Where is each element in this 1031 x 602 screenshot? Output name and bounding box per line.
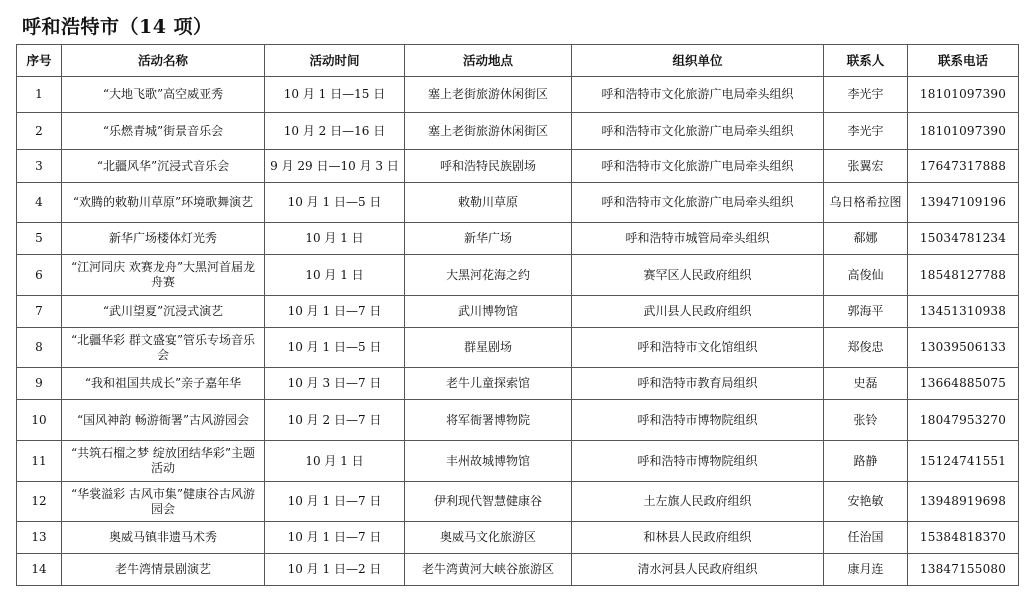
table-row [17,400,1019,441]
header-time: 活动时间 [265,45,405,77]
activity-place: 奥威马文化旅游区 [405,522,572,554]
header-row [17,45,1019,77]
contact-person: 路静 [824,441,908,482]
activity-place: 新华广场 [405,223,572,255]
header-contact: 联系人 [824,45,908,77]
table-row [17,223,1019,255]
table-row [17,368,1019,400]
activity-name: 新华广场楼体灯光秀 [62,223,265,255]
table-row [17,77,1019,113]
activity-time: 10 月 1 日—5 日 [265,328,405,368]
contact-person: 李光宇 [824,77,908,113]
row-number: 6 [17,255,62,296]
header-name: 活动名称 [62,45,265,77]
activity-time: 10 月 1 日—5 日 [265,183,405,223]
contact-phone: 18101097390 [908,113,1019,150]
activity-time: 10 月 1 日 [265,441,405,482]
organizer: 呼和浩特市文化旅游广电局牵头组织 [572,113,824,150]
activity-name: “国风神韵 畅游衙署”古风游园会 [62,400,265,441]
activity-place: 塞上老街旅游休闲街区 [405,113,572,150]
contact-person: 郗娜 [824,223,908,255]
activity-name: “大地飞歌”高空威亚秀 [62,77,265,113]
activity-time: 10 月 1 日—15 日 [265,77,405,113]
contact-person: 郭海平 [824,296,908,328]
contact-phone: 18047953270 [908,400,1019,441]
header-phone: 联系电话 [908,45,1019,77]
organizer: 呼和浩特市博物院组织 [572,441,824,482]
contact-phone: 13948919698 [908,482,1019,522]
organizer: 呼和浩特市文化旅游广电局牵头组织 [572,150,824,183]
activity-place: 呼和浩特民族剧场 [405,150,572,183]
activity-name: 老牛湾情景剧演艺 [62,554,265,586]
contact-phone: 15034781234 [908,223,1019,255]
activity-time: 10 月 1 日—7 日 [265,296,405,328]
activity-place: 丰州故城博物馆 [405,441,572,482]
row-number: 4 [17,183,62,223]
contact-phone: 15384818370 [908,522,1019,554]
activity-time: 9 月 29 日—10 月 3 日 [265,150,405,183]
activity-table [16,44,1019,586]
table-row [17,255,1019,296]
activity-name: “欢腾的敕勒川草原”环境歌舞演艺 [62,183,265,223]
row-number: 14 [17,554,62,586]
activity-place: 老牛湾黄河大峡谷旅游区 [405,554,572,586]
contact-phone: 13947109196 [908,183,1019,223]
contact-phone: 17647317888 [908,150,1019,183]
contact-person: 张铃 [824,400,908,441]
contact-phone: 18101097390 [908,77,1019,113]
activity-name: “乐燃青城”街景音乐会 [62,113,265,150]
page-title: 呼和浩特市（14 项） [22,16,213,38]
contact-person: 李光宇 [824,113,908,150]
activity-name: “北疆华彩 群文盛宴”管乐专场音乐会 [62,328,265,368]
row-number: 8 [17,328,62,368]
activity-place: 大黑河花海之约 [405,255,572,296]
activity-place: 伊利现代智慧健康谷 [405,482,572,522]
activity-time: 10 月 1 日—2 日 [265,554,405,586]
organizer: 和林县人民政府组织 [572,522,824,554]
activity-time: 10 月 1 日—7 日 [265,482,405,522]
contact-person: 安艳敏 [824,482,908,522]
contact-person: 高俊仙 [824,255,908,296]
contact-person: 史磊 [824,368,908,400]
row-number: 3 [17,150,62,183]
contact-person: 郑俊忠 [824,328,908,368]
activity-place: 塞上老街旅游休闲街区 [405,77,572,113]
contact-phone: 18548127788 [908,255,1019,296]
contact-person: 任治国 [824,522,908,554]
row-number: 10 [17,400,62,441]
row-number: 11 [17,441,62,482]
contact-phone: 13451310938 [908,296,1019,328]
contact-phone: 13847155080 [908,554,1019,586]
contact-phone: 13039506133 [908,328,1019,368]
table-row [17,482,1019,522]
activity-name: 奥威马镇非遗马术秀 [62,522,265,554]
row-number: 12 [17,482,62,522]
table-row [17,183,1019,223]
activity-place: 敕勒川草原 [405,183,572,223]
activity-time: 10 月 1 日—7 日 [265,522,405,554]
activity-name: “我和祖国共成长”亲子嘉年华 [62,368,265,400]
activity-time: 10 月 1 日 [265,255,405,296]
activity-time: 10 月 3 日—7 日 [265,368,405,400]
activity-time: 10 月 2 日—16 日 [265,113,405,150]
organizer: 呼和浩特市文化旅游广电局牵头组织 [572,77,824,113]
table-row [17,296,1019,328]
header-org: 组织单位 [572,45,824,77]
organizer: 呼和浩特市教育局组织 [572,368,824,400]
organizer: 土左旗人民政府组织 [572,482,824,522]
row-number: 7 [17,296,62,328]
activity-name: “北疆风华”沉浸式音乐会 [62,150,265,183]
organizer: 武川县人民政府组织 [572,296,824,328]
row-number: 2 [17,113,62,150]
contact-phone: 13664885075 [908,368,1019,400]
activity-place: 武川博物馆 [405,296,572,328]
header-no: 序号 [17,45,62,77]
table-row [17,328,1019,368]
activity-place: 老牛儿童探索馆 [405,368,572,400]
table-row [17,150,1019,183]
organizer: 呼和浩特市文化旅游广电局牵头组织 [572,183,824,223]
row-number: 5 [17,223,62,255]
table-row [17,113,1019,150]
row-number: 9 [17,368,62,400]
contact-person: 康月连 [824,554,908,586]
activity-name: “武川望夏”沉浸式演艺 [62,296,265,328]
table-row [17,554,1019,586]
table-row [17,441,1019,482]
activity-name: “共筑石榴之梦 绽放团结华彩”主题活动 [62,441,265,482]
activity-time: 10 月 2 日—7 日 [265,400,405,441]
organizer: 赛罕区人民政府组织 [572,255,824,296]
contact-person: 张翼宏 [824,150,908,183]
contact-person: 乌日格希拉图 [824,183,908,223]
row-number: 1 [17,77,62,113]
header-place: 活动地点 [405,45,572,77]
activity-name: “江河同庆 欢赛龙舟”大黑河首届龙舟赛 [62,255,265,296]
organizer: 呼和浩特市城管局牵头组织 [572,223,824,255]
organizer: 呼和浩特市博物院组织 [572,400,824,441]
activity-place: 群星剧场 [405,328,572,368]
organizer: 呼和浩特市文化馆组织 [572,328,824,368]
activity-place: 将军衙署博物院 [405,400,572,441]
activity-time: 10 月 1 日 [265,223,405,255]
activity-name: “华裳溢彩 古风市集”健康谷古风游园会 [62,482,265,522]
contact-phone: 15124741551 [908,441,1019,482]
table-row [17,522,1019,554]
organizer: 清水河县人民政府组织 [572,554,824,586]
row-number: 13 [17,522,62,554]
